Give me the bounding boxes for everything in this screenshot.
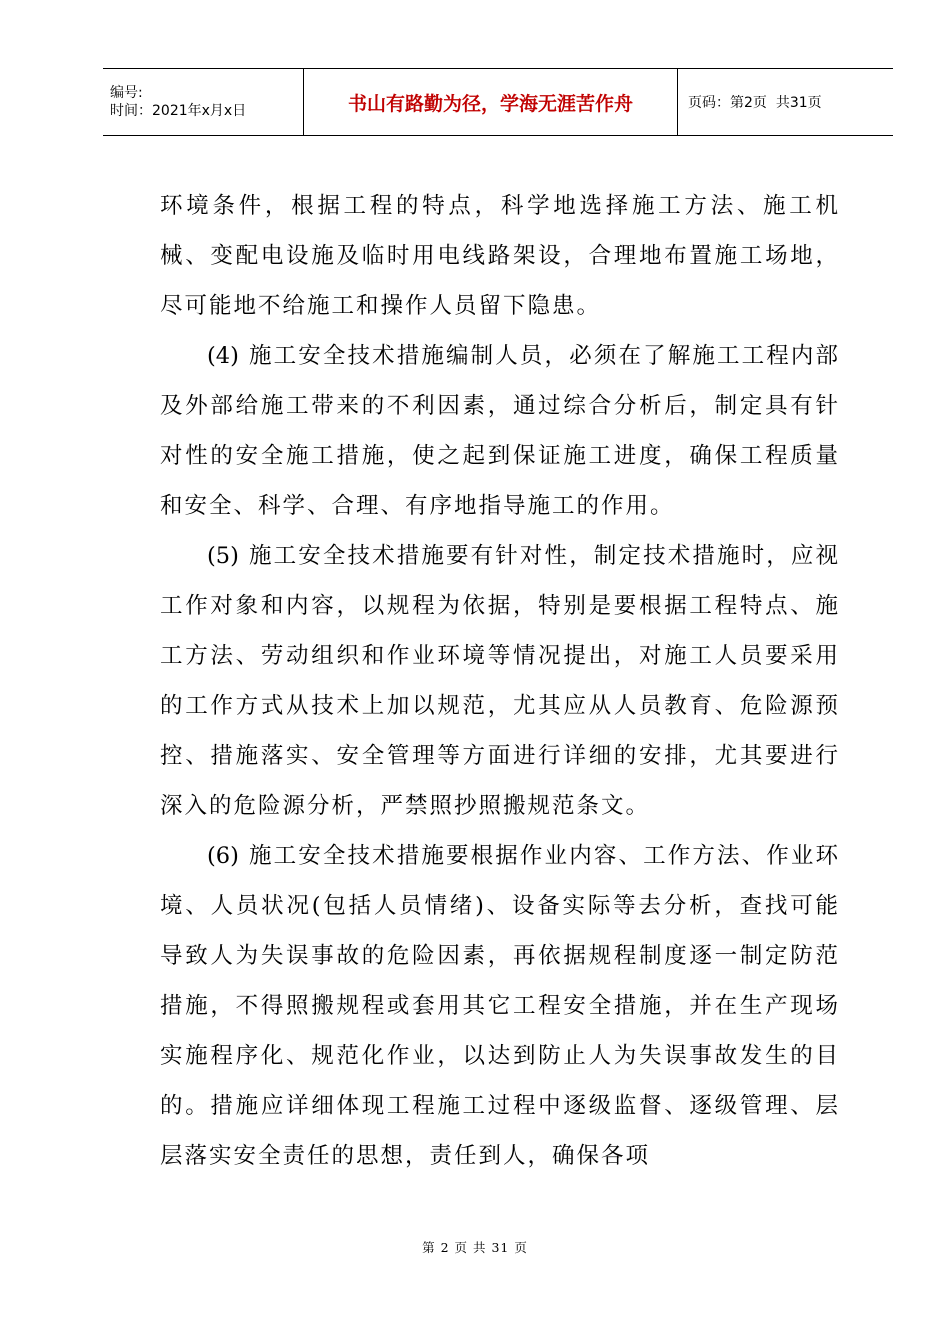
footer-page-number: 2 [440, 1240, 450, 1255]
paragraph-item-6: (6) 施工安全技术措施要根据作业内容、工作方法、作业环境、人员状况(包括人员情绪)、设备实际等去分析，查找可能导致人为失误事故的危险因素，再依据规程制度逐一制定防范措施，不得照搬规程或套用其它工程安全措施，并在生产现场实施程序化、规范化作业，以达到防止人为失误事故发生的目的。措施应详细体现工程施工过程中逐级监督、逐级管理、层层落实安全责任的思想，责任到人，确保各项 [160, 843, 840, 1169]
page-header [103, 68, 893, 136]
document-date: 时间：2021年x月x日 [110, 103, 247, 119]
total-page-number: 31 [789, 95, 808, 111]
paragraph-item-5: (5) 施工安全技术措施要有针对性，制定技术措施时，应视工作对象和内容，以规程为依据，特别是要根据工程特点、施工方法、劳动组织和作业环境等情况提出，对施工人员要采用的工作方式从技术上加以规范，尤其应从人员教育、危险源预控、措施落实、安全管理等方面进行详细的安排，尤其要进行深入的危险源分析，严禁照抄照搬规范条文。 [160, 543, 840, 819]
page-indicator: 页码：第2页 共31页 [688, 95, 822, 111]
item-number: (5) [207, 543, 239, 569]
page-footer: 第 2 页 共 31 页 [422, 1240, 528, 1255]
header-meta [103, 69, 303, 135]
document-body [160, 181, 840, 1181]
current-page-number: 2 [744, 95, 753, 111]
header-motto: 书山有路勤为径，学海无涯苦作舟 [303, 69, 678, 135]
paragraph-continuation: 环境条件，根据工程的特点，科学地选择施工方法、施工机械、变配电设施及临时用电线路架设，合理地布置施工场地，尽可能地不给施工和操作人员留下隐患。 [160, 193, 840, 319]
item-number: (6) [207, 843, 239, 869]
header-page-info [678, 69, 893, 135]
item-number: (4) [207, 343, 239, 369]
paragraph-item-4: (4) 施工安全技术措施编制人员，必须在了解施工工程内部及外部给施工带来的不利因素，通过综合分析后，制定具有针对性的安全施工措施，使之起到保证施工进度，确保工程质量和安全、科学、合理、有序地指导施工的作用。 [160, 343, 840, 519]
footer-total-pages: 31 [491, 1240, 510, 1255]
document-code-label: 编号: [110, 85, 143, 101]
